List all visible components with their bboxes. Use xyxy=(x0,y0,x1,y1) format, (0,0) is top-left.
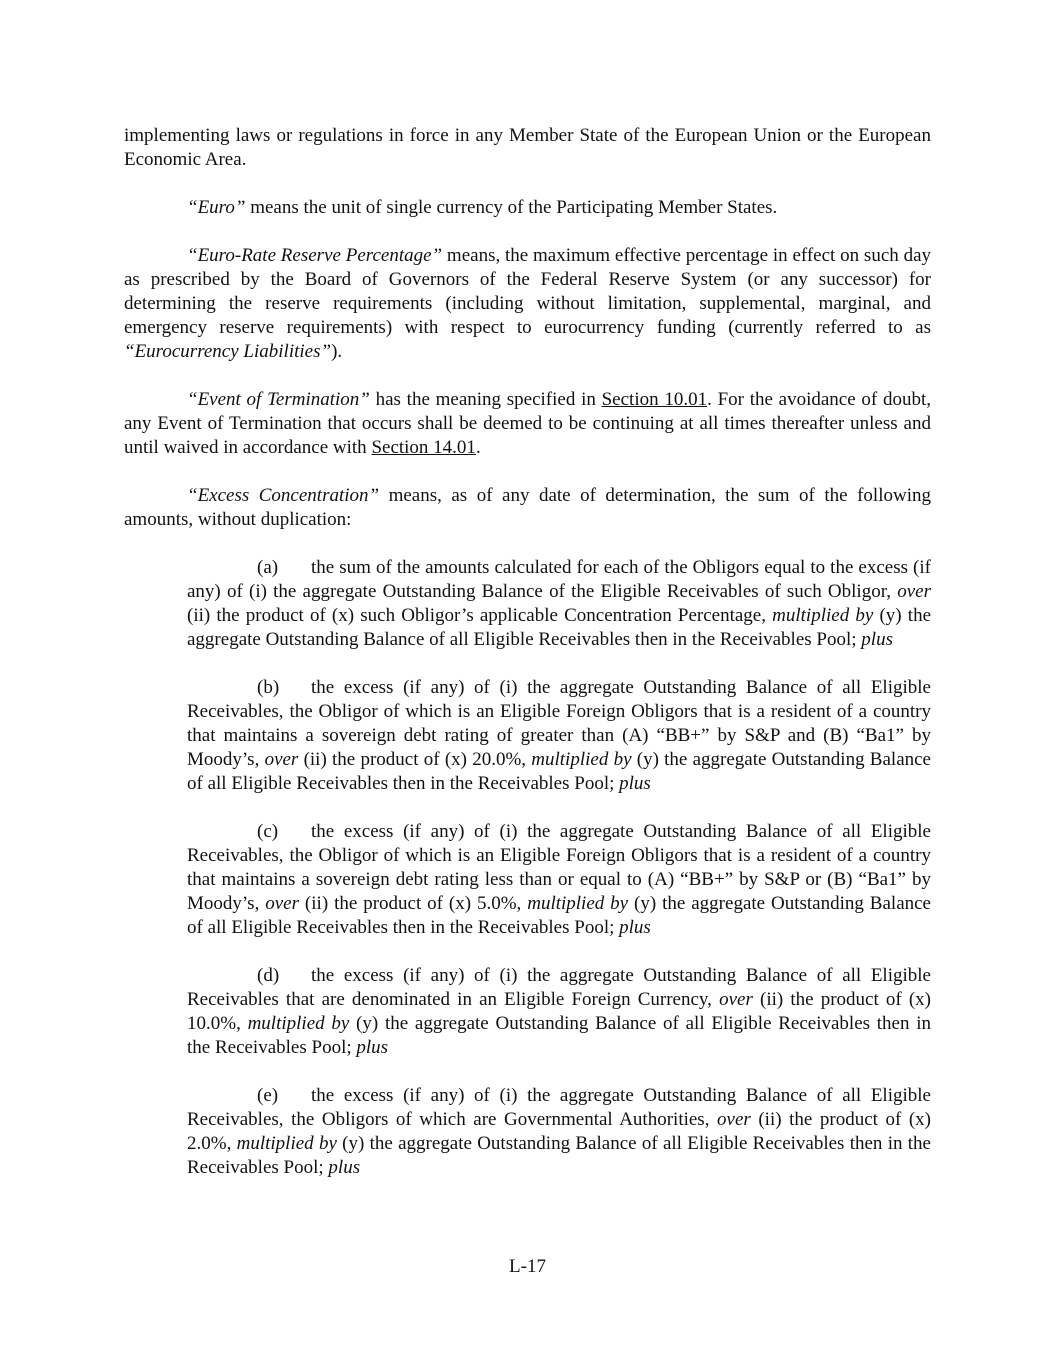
defined-term: “Eurocurrency Liabilities” xyxy=(124,341,332,362)
list-item-a: (a) the sum of the amounts calculated for each of the Obligors equal to the excess (if any) of (i) the aggregate Outstanding Balance of the Eligible Receivables of such Obligor, over (ii) the product of (x) such Obligor’s applicable Concentration Percentage, multiplied by (y) the aggregate Outstanding Balance of all Eligible Receivables then in the Receivables Pool; plus xyxy=(187,557,931,650)
defined-term: “Euro-Rate Reserve Percentage” xyxy=(187,245,443,266)
list-label: (e) xyxy=(257,1085,279,1106)
defined-term: “Event of Termination” xyxy=(187,389,370,410)
section-reference: Section 10.01 xyxy=(601,389,708,410)
definition-euro: “Euro” means the unit of single currency of the Participating Member States. xyxy=(187,197,778,218)
list-label: (c) xyxy=(257,821,279,842)
page-number: L-17 xyxy=(509,1256,546,1277)
list-item-c: (c) the excess (if any) of (i) the aggregate Outstanding Balance of all Eligible Receivables, the Obligor of which is an Eligible Foreign Obligors that is a resident of a country that maintains a sovereign debt rating less than or equal to (A) “BB+” by S&P or (B) “Ba1” by Moody’s, over (ii) the product of (x) 5.0%, multiplied by (y) the aggregate Outstanding Balance of all Eligible Receivables then in the Receivables Pool; plus xyxy=(187,821,931,938)
definition-euro-rate-reserve-percentage: “Euro-Rate Reserve Percentage” means, the maximum effective percentage in effect on such day as prescribed by the Board of Governors of the Federal Reserve System (or any successor) for determining the reserve requirements (including without limitation, supplemental, marginal, and emergency reserve requirements) with respect to eurocurrency funding (currently referred to as “Eurocurrency Liabilities”). xyxy=(124,245,931,362)
definition-event-of-termination: “Event of Termination” has the meaning specified in Section 10.01. For the avoidance of doubt, any Event of Termination that occurs shall be deemed to be continuing at all times thereafter unless and until waived in accordance with Section 14.01. xyxy=(124,389,931,458)
definition-excess-concentration: “Excess Concentration” means, as of any date of determination, the sum of the following amounts, without duplication: xyxy=(124,485,931,530)
section-reference: Section 14.01 xyxy=(371,437,476,458)
document-page xyxy=(124,112,931,1204)
paragraph-continuation: implementing laws or regulations in force in any Member State of the European Union or the European Economic Area. xyxy=(124,125,931,170)
defined-term: “Euro” xyxy=(187,197,246,218)
defined-term: “Excess Concentration” xyxy=(187,485,380,506)
list-label: (d) xyxy=(257,965,280,986)
list-item-b: (b) the excess (if any) of (i) the aggregate Outstanding Balance of all Eligible Receivables, the Obligor of which is an Eligible Foreign Obligors that is a resident of a country that maintains a sovereign debt rating of greater than (A) “BB+” by S&P and (B) “Ba1” by Moody’s, over (ii) the product of (x) 20.0%, multiplied by (y) the aggregate Outstanding Balance of all Eligible Receivables then in the Receivables Pool; plus xyxy=(187,677,931,794)
list-item-e: (e) the excess (if any) of (i) the aggregate Outstanding Balance of all Eligible Receivables, the Obligors of which are Governmental Authorities, over (ii) the product of (x) 2.0%, multiplied by (y) the aggregate Outstanding Balance of all Eligible Receivables then in the Receivables Pool; plus xyxy=(187,1085,931,1178)
list-label: (b) xyxy=(257,677,280,698)
list-label: (a) xyxy=(257,557,279,578)
list-item-d: (d) the excess (if any) of (i) the aggregate Outstanding Balance of all Eligible Receivables that are denominated in an Eligible Foreign Currency, over (ii) the product of (x) 10.0%, multiplied by (y) the aggregate Outstanding Balance of all Eligible Receivables then in the Receivables Pool; plus xyxy=(187,965,932,1058)
